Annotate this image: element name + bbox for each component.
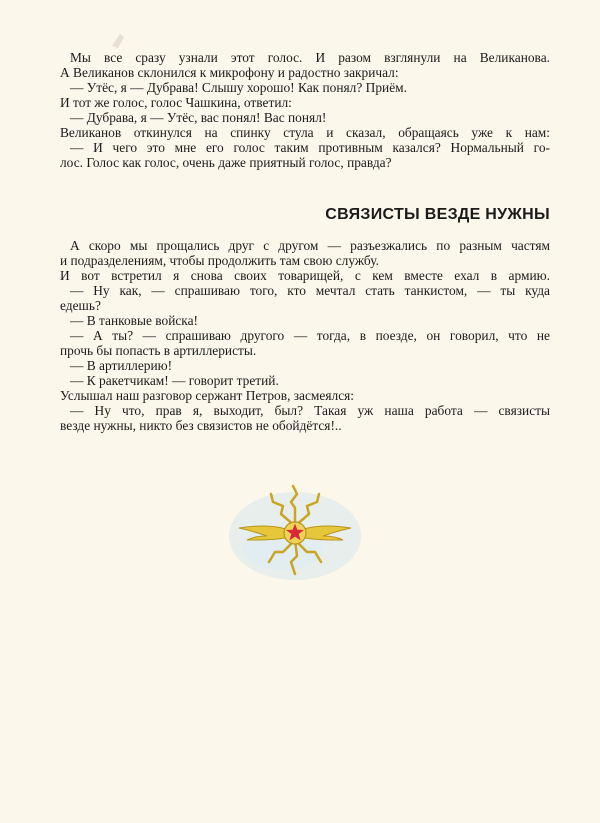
text-line: лос. Голос как голос, очень даже приятный голос, правда? bbox=[60, 155, 392, 170]
text-line: А скоро мы прощались друг с другом — разъезжались по разным частям bbox=[70, 238, 550, 253]
text-line: И вот встретил я снова своих товарищей, с кем вместе ехал в армию. bbox=[60, 268, 550, 283]
text-line: И тот же голос, голос Чашкина, ответил: bbox=[60, 95, 292, 110]
text-line: — Утёс, я — Дубрава! Слышу хорошо! Как понял? Приём. bbox=[70, 80, 407, 95]
text-line: едешь? bbox=[60, 298, 101, 313]
text-line: — К ракетчикам! — говорит третий. bbox=[70, 373, 279, 388]
signal-corps-emblem-icon bbox=[225, 478, 365, 588]
text-line: — В танковые войска! bbox=[70, 313, 199, 328]
text-line: и подразделениям, чтобы продолжить там свою службу. bbox=[60, 253, 379, 268]
text-line: везде нужны, никто без связистов не обойдётся!.. bbox=[60, 418, 342, 433]
text-line: — А ты? — спрашиваю другого — тогда, в поезде, он говорил, что не bbox=[70, 328, 550, 343]
text-line: — Дубрава, я — Утёс, вас понял! Вас понял! bbox=[70, 110, 327, 125]
text-line: Великанов откинулся на спинку стула и сказал, обращаясь уже к нам: bbox=[60, 125, 550, 140]
text-line: — В артиллерию! bbox=[70, 358, 173, 373]
section-1-text bbox=[60, 50, 550, 170]
text-line: Услышал наш разговор сержант Петров, засмеялся: bbox=[60, 388, 355, 403]
section-2-text bbox=[60, 238, 550, 433]
text-line: А Великанов склонился к микрофону и радостно закричал: bbox=[60, 65, 399, 80]
paper-smudge bbox=[108, 28, 132, 50]
section-heading: СВЯЗИСТЫ ВЕЗДЕ НУЖНЫ bbox=[325, 206, 550, 223]
text-line: прочь бы попасть в артиллеристы. bbox=[60, 343, 257, 358]
text-line: — Ну что, прав я, выходит, был? Такая уж наша работа — связисты bbox=[70, 403, 550, 418]
text-line: — И чего это мне его голос таким противным казался? Нормальный го- bbox=[70, 140, 550, 155]
text-line: Мы все сразу узнали этот голос. И разом взглянули на Великанова. bbox=[70, 50, 550, 65]
text-line: — Ну как, — спрашиваю того, кто мечтал стать танкистом, — ты куда bbox=[70, 283, 550, 298]
